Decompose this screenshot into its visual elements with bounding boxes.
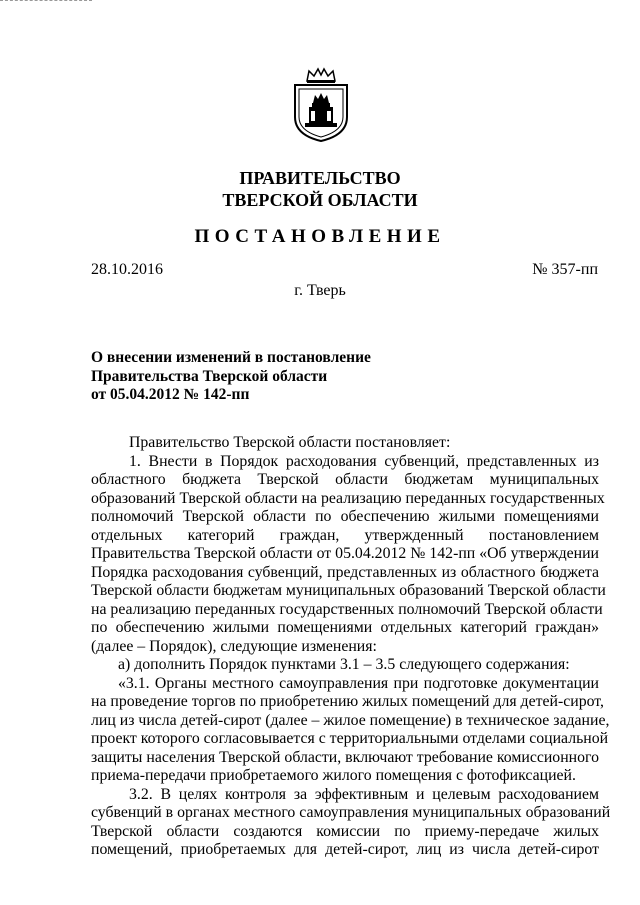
body-line: (далее – Порядок), следующие изменения: [91,637,377,655]
body-line: 1. Внести в Порядок расходования субвенций, представленных из [129,452,599,470]
body-line: Правительство Тверской области постановляет: [129,434,451,451]
document-date: 28.10.2016 [91,261,163,278]
subject-line-3: от 05.04.2012 № 142-пп [91,386,250,403]
document-number: № 357-пп [532,261,598,278]
body-line: помещений, приобретаемых для детей-сирот, лиц из числа детей-сирот [91,841,599,858]
body-line: Тверской области создаются комиссии по приему-передаче жилых [91,822,599,840]
document-body [91,434,611,860]
body-line: отдельных категорий граждан, утвержденный постановлением [91,526,599,544]
body-line: лиц из числа детей-сирот (далее – жилое помещение) в техническое задание, [91,711,610,729]
body-line: областного бюджета Тверской области бюджетам муниципальных [91,471,599,488]
body-line: Тверской области бюджетам муниципальных образований Тверской области [91,582,606,599]
tver-coat-of-arms-icon [291,67,351,143]
subject-line-1: О внесении изменений в постановление [91,349,371,366]
document-subject [91,349,411,405]
body-line: Правительства Тверской области от 05.04.2012 № 142-пп «Об утверждении [91,545,599,562]
org-name-line-2: ТВЕРСКОЙ ОБЛАСТИ [222,190,418,210]
document-type: ПОСТАНОВЛЕНИЕ [194,226,446,247]
body-line: а) дополнить Порядок пунктами 3.1 – 3.5 следующего содержания: [118,656,570,673]
scan-edge-mark [0,0,92,2]
body-line: проект которого согласовывается с территориальными отделами социальной [91,730,609,747]
subject-line-2: Правительства Тверской области [91,367,328,385]
body-line: «3.1. Органы местного самоуправления при подготовке документации [118,674,599,692]
body-line: образований Тверской области на реализацию переданных государственных [91,489,605,507]
body-line: приема-передачи приобретаемого жилого помещения с фотофиксацией. [91,767,576,784]
body-line: на реализацию переданных государственных полномочий Тверской области [91,600,603,618]
body-line: на проведение торгов по приобретению жилых помещений для детей-сирот, [91,693,604,710]
body-line: защиты населения Тверской области, включают требование комиссионного [91,748,599,766]
document-city: г. Тверь [294,282,346,299]
body-line: 3.2. В целях контроля за эффективным и целевым расходованием [129,785,599,803]
org-name-line-1: ПРАВИТЕЛЬСТВО [239,168,401,188]
body-line: Порядка расходования субвенций, представленных из областного бюджета [91,563,599,581]
body-line: полномочий Тверской области по обеспечению жилыми помещениями [91,508,599,525]
body-line: по обеспечению жилыми помещениями отдельных категорий граждан» [91,619,599,636]
body-line: субвенций в органах местного самоуправления муниципальных образований [91,804,611,821]
